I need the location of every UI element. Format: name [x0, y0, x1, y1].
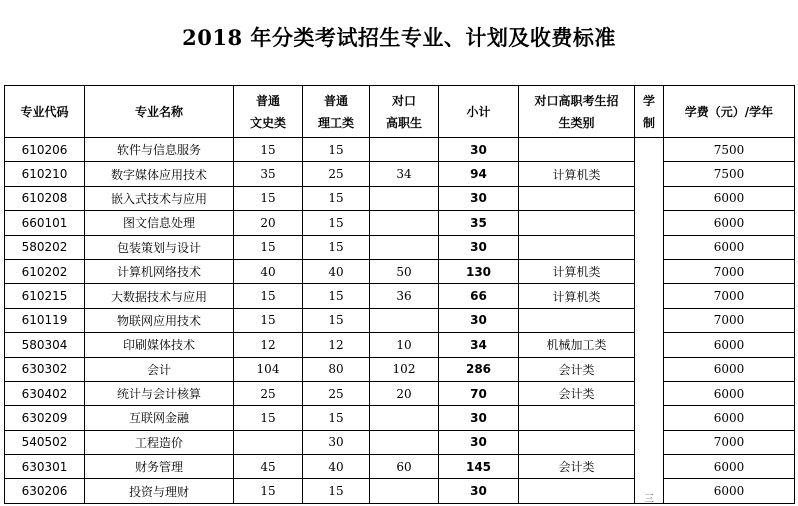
cell-arts: 15	[234, 186, 303, 210]
cell-vocational	[370, 235, 439, 259]
cell-subtotal: 94	[439, 162, 519, 186]
header-fee: 学费（元）/学年	[664, 86, 795, 138]
enrollment-plan-table	[4, 85, 795, 504]
cell-subtotal: 34	[439, 333, 519, 357]
cell-code: 580304	[5, 333, 85, 357]
header-vocational	[370, 86, 439, 138]
cell-fee: 6000	[664, 479, 795, 503]
cell-science: 40	[303, 455, 370, 479]
cell-code: 610215	[5, 284, 85, 308]
cell-name: 印刷媒体技术	[85, 333, 234, 357]
cell-vocational: 60	[370, 455, 439, 479]
cell-category: 会计类	[519, 357, 635, 381]
cell-fee: 6000	[664, 186, 795, 210]
cell-name: 嵌入式技术与应用	[85, 186, 234, 210]
cell-subtotal: 30	[439, 430, 519, 454]
table-row	[5, 308, 795, 332]
cell-subtotal: 70	[439, 381, 519, 405]
cell-arts: 104	[234, 357, 303, 381]
cell-name: 数字媒体应用技术	[85, 162, 234, 186]
cell-arts: 35	[234, 162, 303, 186]
cell-fee: 7000	[664, 430, 795, 454]
table-row	[5, 259, 795, 283]
header-science-line2: 理工类	[317, 115, 354, 130]
cell-subtotal: 30	[439, 186, 519, 210]
cell-code: 610119	[5, 308, 85, 332]
table-row	[5, 235, 795, 259]
cell-category: 会计类	[519, 381, 635, 405]
cell-name: 财务管理	[85, 455, 234, 479]
cell-name: 投资与理财	[85, 479, 234, 503]
cell-code: 610202	[5, 259, 85, 283]
cell-code: 630302	[5, 357, 85, 381]
header-vocational-line2: 高职生	[385, 115, 422, 130]
header-arts-line2: 文史类	[249, 115, 286, 130]
cell-subtotal: 30	[439, 235, 519, 259]
cell-category: 会计类	[519, 455, 635, 479]
cell-vocational	[370, 308, 439, 332]
cell-subtotal: 30	[439, 308, 519, 332]
cell-code: 610208	[5, 186, 85, 210]
cell-subtotal: 35	[439, 211, 519, 235]
cell-fee: 6000	[664, 357, 795, 381]
cell-arts: 20	[234, 211, 303, 235]
cell-vocational: 20	[370, 381, 439, 405]
table-row	[5, 162, 795, 186]
cell-name: 包装策划与设计	[85, 235, 234, 259]
cell-code: 580202	[5, 235, 85, 259]
cell-category	[519, 235, 635, 259]
cell-name: 物联网应用技术	[85, 308, 234, 332]
header-duration	[635, 86, 664, 138]
cell-fee: 6000	[664, 455, 795, 479]
cell-arts: 15	[234, 406, 303, 430]
table-body	[5, 138, 795, 504]
cell-arts: 45	[234, 455, 303, 479]
cell-arts: 15	[234, 235, 303, 259]
cell-vocational	[370, 138, 439, 162]
table-row	[5, 430, 795, 454]
header-arts-line1: 普通	[255, 93, 280, 108]
cell-arts: 12	[234, 333, 303, 357]
header-code: 专业代码	[5, 86, 85, 138]
cell-name: 图文信息处理	[85, 211, 234, 235]
cell-arts	[234, 430, 303, 454]
cell-vocational: 36	[370, 284, 439, 308]
cell-vocational	[370, 211, 439, 235]
cell-category	[519, 479, 635, 503]
cell-subtotal: 30	[439, 406, 519, 430]
cell-code: 610210	[5, 162, 85, 186]
table-row	[5, 455, 795, 479]
cell-code: 630402	[5, 381, 85, 405]
table-row	[5, 138, 795, 162]
cell-category	[519, 308, 635, 332]
cell-fee: 7500	[664, 162, 795, 186]
page-title: 2018 年分类考试招生专业、计划及收费标准	[182, 25, 616, 50]
cell-name: 统计与会计核算	[85, 381, 234, 405]
cell-code: 660101	[5, 211, 85, 235]
cell-vocational: 50	[370, 259, 439, 283]
table-row	[5, 284, 795, 308]
header-category	[519, 86, 635, 138]
table-row	[5, 186, 795, 210]
table-header-row	[5, 86, 795, 138]
table-row	[5, 211, 795, 235]
cell-category: 计算机类	[519, 259, 635, 283]
table-row	[5, 381, 795, 405]
cell-name: 互联网金融	[85, 406, 234, 430]
cell-subtotal: 30	[439, 479, 519, 503]
cell-name: 软件与信息服务	[85, 138, 234, 162]
cell-subtotal: 30	[439, 138, 519, 162]
duration-value: 三	[644, 493, 654, 504]
cell-category	[519, 186, 635, 210]
cell-code: 630206	[5, 479, 85, 503]
cell-science: 15	[303, 308, 370, 332]
cell-science: 12	[303, 333, 370, 357]
cell-category	[519, 138, 635, 162]
table-row	[5, 406, 795, 430]
header-duration-line2: 制	[642, 115, 655, 130]
cell-arts: 15	[234, 479, 303, 503]
cell-science: 15	[303, 138, 370, 162]
cell-subtotal: 66	[439, 284, 519, 308]
cell-vocational: 34	[370, 162, 439, 186]
cell-category	[519, 406, 635, 430]
cell-code: 630301	[5, 455, 85, 479]
header-arts	[234, 86, 303, 138]
cell-science: 15	[303, 186, 370, 210]
header-name: 专业名称	[85, 86, 234, 138]
cell-code: 540502	[5, 430, 85, 454]
cell-category	[519, 430, 635, 454]
cell-science: 30	[303, 430, 370, 454]
cell-arts: 15	[234, 308, 303, 332]
cell-science: 80	[303, 357, 370, 381]
cell-category	[519, 211, 635, 235]
cell-science: 15	[303, 211, 370, 235]
cell-vocational	[370, 406, 439, 430]
header-science	[303, 86, 370, 138]
cell-duration	[635, 138, 664, 504]
cell-name: 工程造价	[85, 430, 234, 454]
cell-science: 15	[303, 406, 370, 430]
cell-fee: 6000	[664, 333, 795, 357]
header-category-line2: 生类别	[558, 115, 595, 130]
cell-vocational	[370, 186, 439, 210]
cell-name: 大数据技术与应用	[85, 284, 234, 308]
cell-fee: 6000	[664, 211, 795, 235]
cell-science: 25	[303, 381, 370, 405]
cell-vocational: 10	[370, 333, 439, 357]
table-row	[5, 357, 795, 381]
cell-science: 15	[303, 479, 370, 503]
cell-subtotal: 145	[439, 455, 519, 479]
cell-fee: 7500	[664, 138, 795, 162]
cell-name: 计算机网络技术	[85, 259, 234, 283]
cell-science: 40	[303, 259, 370, 283]
cell-category: 计算机类	[519, 162, 635, 186]
header-science-line1: 普通	[323, 93, 348, 108]
cell-name: 会计	[85, 357, 234, 381]
header-subtotal: 小计	[439, 86, 519, 138]
cell-science: 25	[303, 162, 370, 186]
cell-vocational	[370, 430, 439, 454]
cell-category: 计算机类	[519, 284, 635, 308]
cell-vocational: 102	[370, 357, 439, 381]
cell-fee: 6000	[664, 406, 795, 430]
header-vocational-line1: 对口	[391, 93, 416, 108]
cell-code: 610206	[5, 138, 85, 162]
cell-fee: 7000	[664, 308, 795, 332]
cell-arts: 15	[234, 284, 303, 308]
cell-science: 15	[303, 235, 370, 259]
cell-category: 机械加工类	[519, 333, 635, 357]
cell-subtotal: 130	[439, 259, 519, 283]
cell-fee: 6000	[664, 235, 795, 259]
table-row	[5, 479, 795, 503]
header-duration-line1: 学	[642, 93, 655, 108]
cell-fee: 7000	[664, 259, 795, 283]
cell-subtotal: 286	[439, 357, 519, 381]
cell-arts: 40	[234, 259, 303, 283]
cell-arts: 25	[234, 381, 303, 405]
cell-fee: 6000	[664, 381, 795, 405]
cell-vocational	[370, 479, 439, 503]
table-row	[5, 333, 795, 357]
cell-science: 15	[303, 284, 370, 308]
cell-code: 630209	[5, 406, 85, 430]
header-category-line1: 对口高职考生招	[534, 93, 619, 108]
cell-arts: 15	[234, 138, 303, 162]
cell-fee: 7000	[664, 284, 795, 308]
